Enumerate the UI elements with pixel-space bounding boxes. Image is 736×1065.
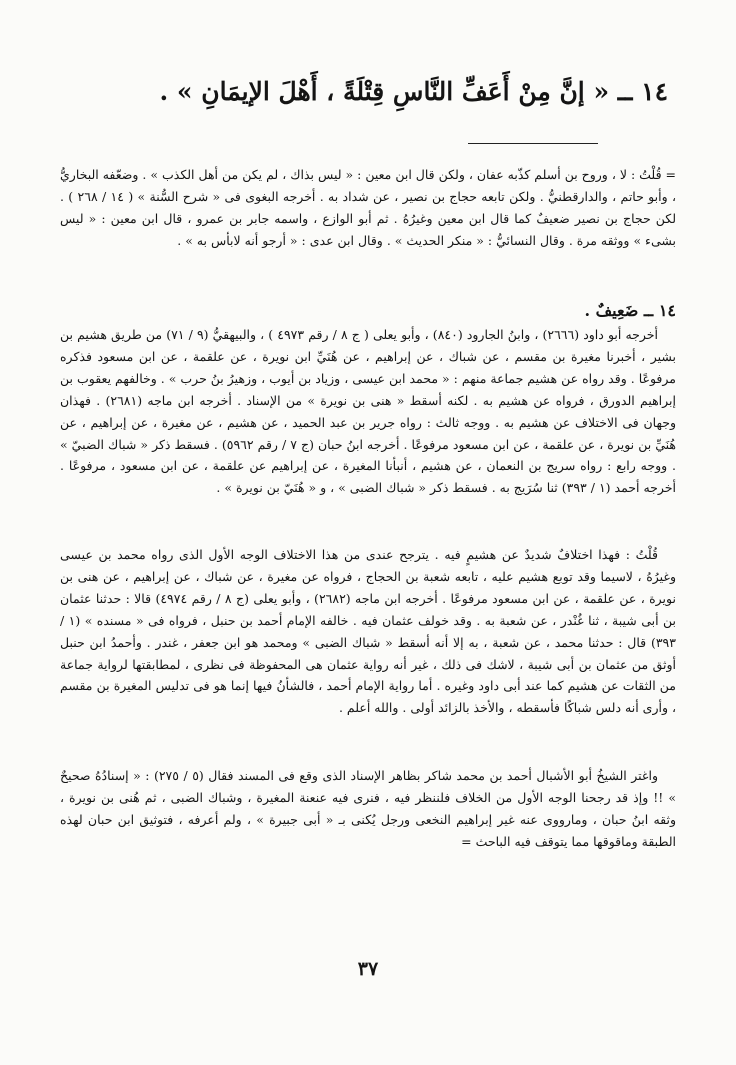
takhrij-paragraph [60, 324, 676, 499]
critique-paragraph [60, 765, 676, 853]
grading-subheading: ١٤ ــ ضَعِيفٌ . [584, 301, 676, 320]
paragraph-text: واغتر الشيخُ أبو الأشبال أحمد بن محمد شاكر بظاهر الإسناد الذى وقع فى المسند فقال (٥ / ٢٧٥) : « إسنادُهُ صحيحٌ » !! وإذ قد رجحنا الوجه الأول من الخلاف فلننظر فيه ، فنرى فيه عنعنة المغيرة ، وشباك الضبى ، ثم هُنى بن نويرة ، وثقه ابنُ حبان ، ومارووى عنه غير إبراهيم النخعى ورجل يُكنى بـ « أبى جبيرة » ، ولم أعرفه ، فتوثيق ابن حبان لهذه الطبقة وماقوقها مما يتوقف فيه الباحث = [60, 768, 676, 849]
analysis-paragraph [60, 544, 676, 719]
paragraph-text: قُلْتُ : فهذا اختلافٌ شديدٌ عن هشيمٍ فيه . يترجح عندى من هذا الاختلاف الوجه الأول الذى رواه محمد بن عيسى وغيرُهُ ، لاسيما وقد توبع هشيم عليه ، تابعه شعبة بن الحجاج ، فرواه عن مغيرة ، عن شباك ، عن إبراهيم ، عن هنى بن نويرة ، عن علقمة ، عن ابن مسعود مرفوعًا . أخرجه ابن ماجه (٢٦٨٢) ، وأبو يعلى (ج ٨ / رقم ٤٩٧٤) قالا : حدثنا عثمان بن أبى شيبة ، ثنا غُنْدر ، عن شعبة به . وقد خولف عثمان فيه . خالفه الإمام أحمد بن حنبل ، فرواه فى « مسنده » (١ / ٣٩٣) قال : حدثنا محمد ، عن شعبة ، به إلا أنه أسقط « شباك الضبى » ومحمد هو ابن جعفر ، غندر . وأحمدُ ابن حنبل أوثق من عثمان بن أبى شيبة ، لاشك فى ذلك ، غير أنه رواية عثمان هى المحفوظة فى نظرى ، لمطابقتها لرواية جماعة من الثقات عن هشيم كما عند أبى داود وغيره . أما رواية الإمام أحمد ، فالشأنُ فيها إنما هو فى تدليس المغيرة بن مقسم ، وأرى أنه دلس شباكًا فأسقطه ، والأخذ بالزائد أولى . والله أعلم . [60, 547, 676, 716]
paragraph-text: أخرجه أبو داود (٢٦٦٦) ، وابنُ الجارود (٨٤٠) ، وأبو يعلى ( ج ٨ / رقم ٤٩٧٣ ) ، والبيهقيُّ (٩ / ٧١) من طريق هشيم بن بشير ، أخبرنا مغيرة بن مقسم ، عن شباك ، عن إبراهيم ، عن هُنَيِّ ابن نويرة ، عن علقمة ، عن ابن مسعود فذكره مرفوعًا . وقد رواه عن هشيم جماعة منهم : « محمد ابن عيسى ، وزياد بن أيوب ، وزهيرُ بنُ حرب » . وخالفهم يعقوب بن إبراهيم الدورق ، فرواه عن هشيم به . لكنه أسقط « هنى بن نويرة » من الإسناد . أخرجه ابن ماجه (٢٦٨١) . فهذان وجهان فى الاختلاف عن هشيم به . ووجه ثالث : رواه جرير بن عبد الحميد ، عن هشيم ، عن مغيرة ، عن إبراهيم ، عن هُنَيِّ بن نويرة ، عن علقمة ، عن ابن مسعود مرفوعًا . أخرجه ابنُ حبان (ج ٧ / رقم ٥٩٦٢) . فسقط ذكر « شباك الضبيّ » . ووجه رابع : رواه سريج بن النعمان ، عن هشيم ، أنبأنا المغيرة ، عن إبراهيم عن علقمة ، عن ابن مسعود ، مرفوعًا . أخرجه أحمد (١ / ٣٩٣) ثنا سُرَيج به . فسقط ذكر « شباك الضبى » ، و « هُنَيّ بن نويرة » . [60, 327, 677, 496]
hadith-heading: ١٤ ــ « إنَّ مِنْ أَعَفِّ النَّاسِ قِتْلَةً ، أَهْلَ الإيمَانِ » . [159, 77, 668, 106]
footnote-continuation [60, 164, 676, 252]
footnote-paragraph: = قُلْتُ : لا ، وروح بن أسلم كذّبه عفان ، ولكن قال ابن معين : « ليس بذاك ، لم يكن من أهل الكذب » . وضعّفه البخاريُّ ، وأبو حاتم ، والدارقطنيُّ . ولكن تابعه حجاج بن نصير ، عن شداد به . أخرجه البغوى فى « شرح السُّنة » ( ١٤ / ٢٦٨ ) . لكن حجاج بن نصير ضعيفٌ كما قال ابن معين وغيرُهُ . ثم أبو الوازع ، واسمه جابر بن عمرو ، قال ابن معين : « ليس بشىء » ووثقه مرة . وقال النسائيُّ : « منكر الحديث » . وقال ابن عدى : « أرجو أنه لابأس به » . [60, 167, 676, 248]
footnote-divider [468, 143, 598, 144]
page-number: ٣٧ [357, 958, 379, 980]
